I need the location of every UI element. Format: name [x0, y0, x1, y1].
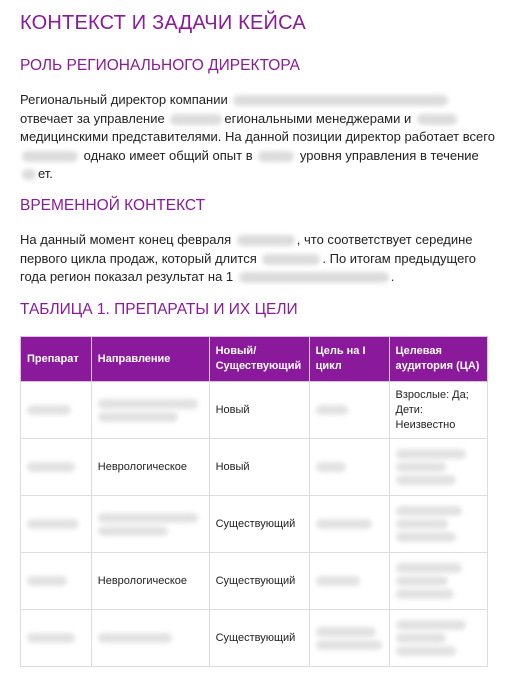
- redacted-text: [396, 589, 454, 599]
- role-paragraph: [20, 91, 495, 184]
- page-title: КОНТЕКСТ И ЗАДАЧИ КЕЙСА: [20, 12, 306, 34]
- table-caption: ТАБЛИЦА 1. ПРЕПАРАТЫ И ИХ ЦЕЛИ: [20, 301, 298, 318]
- cell-status: Новый: [209, 439, 309, 496]
- cell-target: [309, 610, 389, 667]
- redacted-text: [27, 519, 79, 529]
- cell-direction: [91, 496, 209, 553]
- redacted-text: [396, 532, 456, 542]
- cell-drug: [21, 439, 92, 496]
- cell-target: [309, 496, 389, 553]
- redacted-text: [98, 513, 198, 523]
- cell-target: [309, 439, 389, 496]
- redacted-text: [22, 151, 78, 162]
- redacted-text: [396, 449, 466, 459]
- redacted-text: [233, 95, 448, 106]
- time-line-2: первого цикла продаж, который длится . По итогам предыдущего: [20, 250, 477, 266]
- role-line-3: медицинскими представителями. На данной позиции директор работает всего: [20, 129, 495, 144]
- redacted-text: [98, 399, 198, 409]
- cell-drug: [21, 553, 92, 610]
- table-header-row: [21, 337, 488, 382]
- cell-drug: [21, 496, 92, 553]
- redacted-text: [27, 576, 67, 586]
- redacted-text: [396, 519, 448, 529]
- redacted-text: [396, 633, 446, 643]
- cell-direction: [91, 610, 209, 667]
- redacted-text: [98, 412, 178, 422]
- cell-audience: [389, 496, 487, 553]
- drugs-table: [20, 336, 488, 667]
- redacted-text: [316, 462, 346, 472]
- redacted-text: [170, 114, 222, 125]
- redacted-text: [27, 462, 75, 472]
- role-line-1: Региональный директор компании: [20, 91, 490, 110]
- redacted-text: [98, 633, 172, 643]
- cell-direction: Неврологическое: [91, 553, 209, 610]
- section-heading-time: ВРЕМЕННОЙ КОНТЕКСТ: [20, 197, 206, 214]
- time-line-3: года регион показал результат на 1 .: [20, 269, 395, 284]
- redacted-text: [262, 254, 320, 265]
- role-line-5: ет.: [20, 165, 490, 184]
- col-header-drug: Препарат: [21, 337, 92, 382]
- redacted-text: [417, 114, 457, 125]
- cell-audience: [389, 439, 487, 496]
- cell-status: Существующий: [209, 610, 309, 667]
- redacted-text: [316, 519, 372, 529]
- section-heading-role: РОЛЬ РЕГИОНАЛЬНОГО ДИРЕКТОРА: [20, 57, 300, 74]
- cell-drug: [21, 382, 92, 439]
- table-row: [21, 496, 488, 553]
- redacted-text: [316, 640, 382, 650]
- redacted-text: [258, 151, 294, 162]
- redacted-text: [22, 169, 36, 180]
- redacted-text: [396, 563, 462, 573]
- redacted-text: [98, 526, 168, 536]
- cell-audience: [389, 610, 487, 667]
- redacted-text: [396, 475, 456, 485]
- role-line-4: однако имеет общий опыт в уровня управления в течение: [20, 147, 490, 166]
- redacted-text: [316, 576, 360, 586]
- redacted-text: [239, 272, 389, 283]
- cell-status: Новый: [209, 382, 309, 439]
- redacted-text: [27, 633, 75, 643]
- table-row: [21, 439, 488, 496]
- table-row: [21, 553, 488, 610]
- cell-audience: Взрослые: Да; Дети: Неизвестно: [389, 382, 487, 439]
- redacted-text: [316, 405, 348, 415]
- cell-target: [309, 553, 389, 610]
- time-line-1: На данный момент конец февраля , что соответствует середине: [20, 232, 473, 247]
- table-row: [21, 610, 488, 667]
- role-line-2: отвечает за управление егиональными менеджерами и: [20, 110, 490, 129]
- cell-drug: [21, 610, 92, 667]
- redacted-text: [396, 620, 466, 630]
- redacted-text: [237, 235, 295, 246]
- cell-audience: [389, 553, 487, 610]
- redacted-text: [396, 576, 448, 586]
- cell-target: [309, 382, 389, 439]
- redacted-text: [396, 462, 446, 472]
- table-row: [21, 382, 488, 439]
- cell-direction: [91, 382, 209, 439]
- cell-direction: Неврологическое: [91, 439, 209, 496]
- time-paragraph: [20, 231, 490, 287]
- redacted-text: [316, 627, 376, 637]
- col-header-audience: Целевая аудитория (ЦА): [389, 337, 487, 382]
- cell-status: Существующий: [209, 496, 309, 553]
- redacted-text: [396, 506, 462, 516]
- redacted-text: [396, 646, 456, 656]
- col-header-status: Новый/ Существующий: [209, 337, 309, 382]
- cell-status: Существующий: [209, 553, 309, 610]
- redacted-text: [27, 405, 71, 415]
- col-header-direction: Направление: [91, 337, 209, 382]
- col-header-target: Цель на I цикл: [309, 337, 389, 382]
